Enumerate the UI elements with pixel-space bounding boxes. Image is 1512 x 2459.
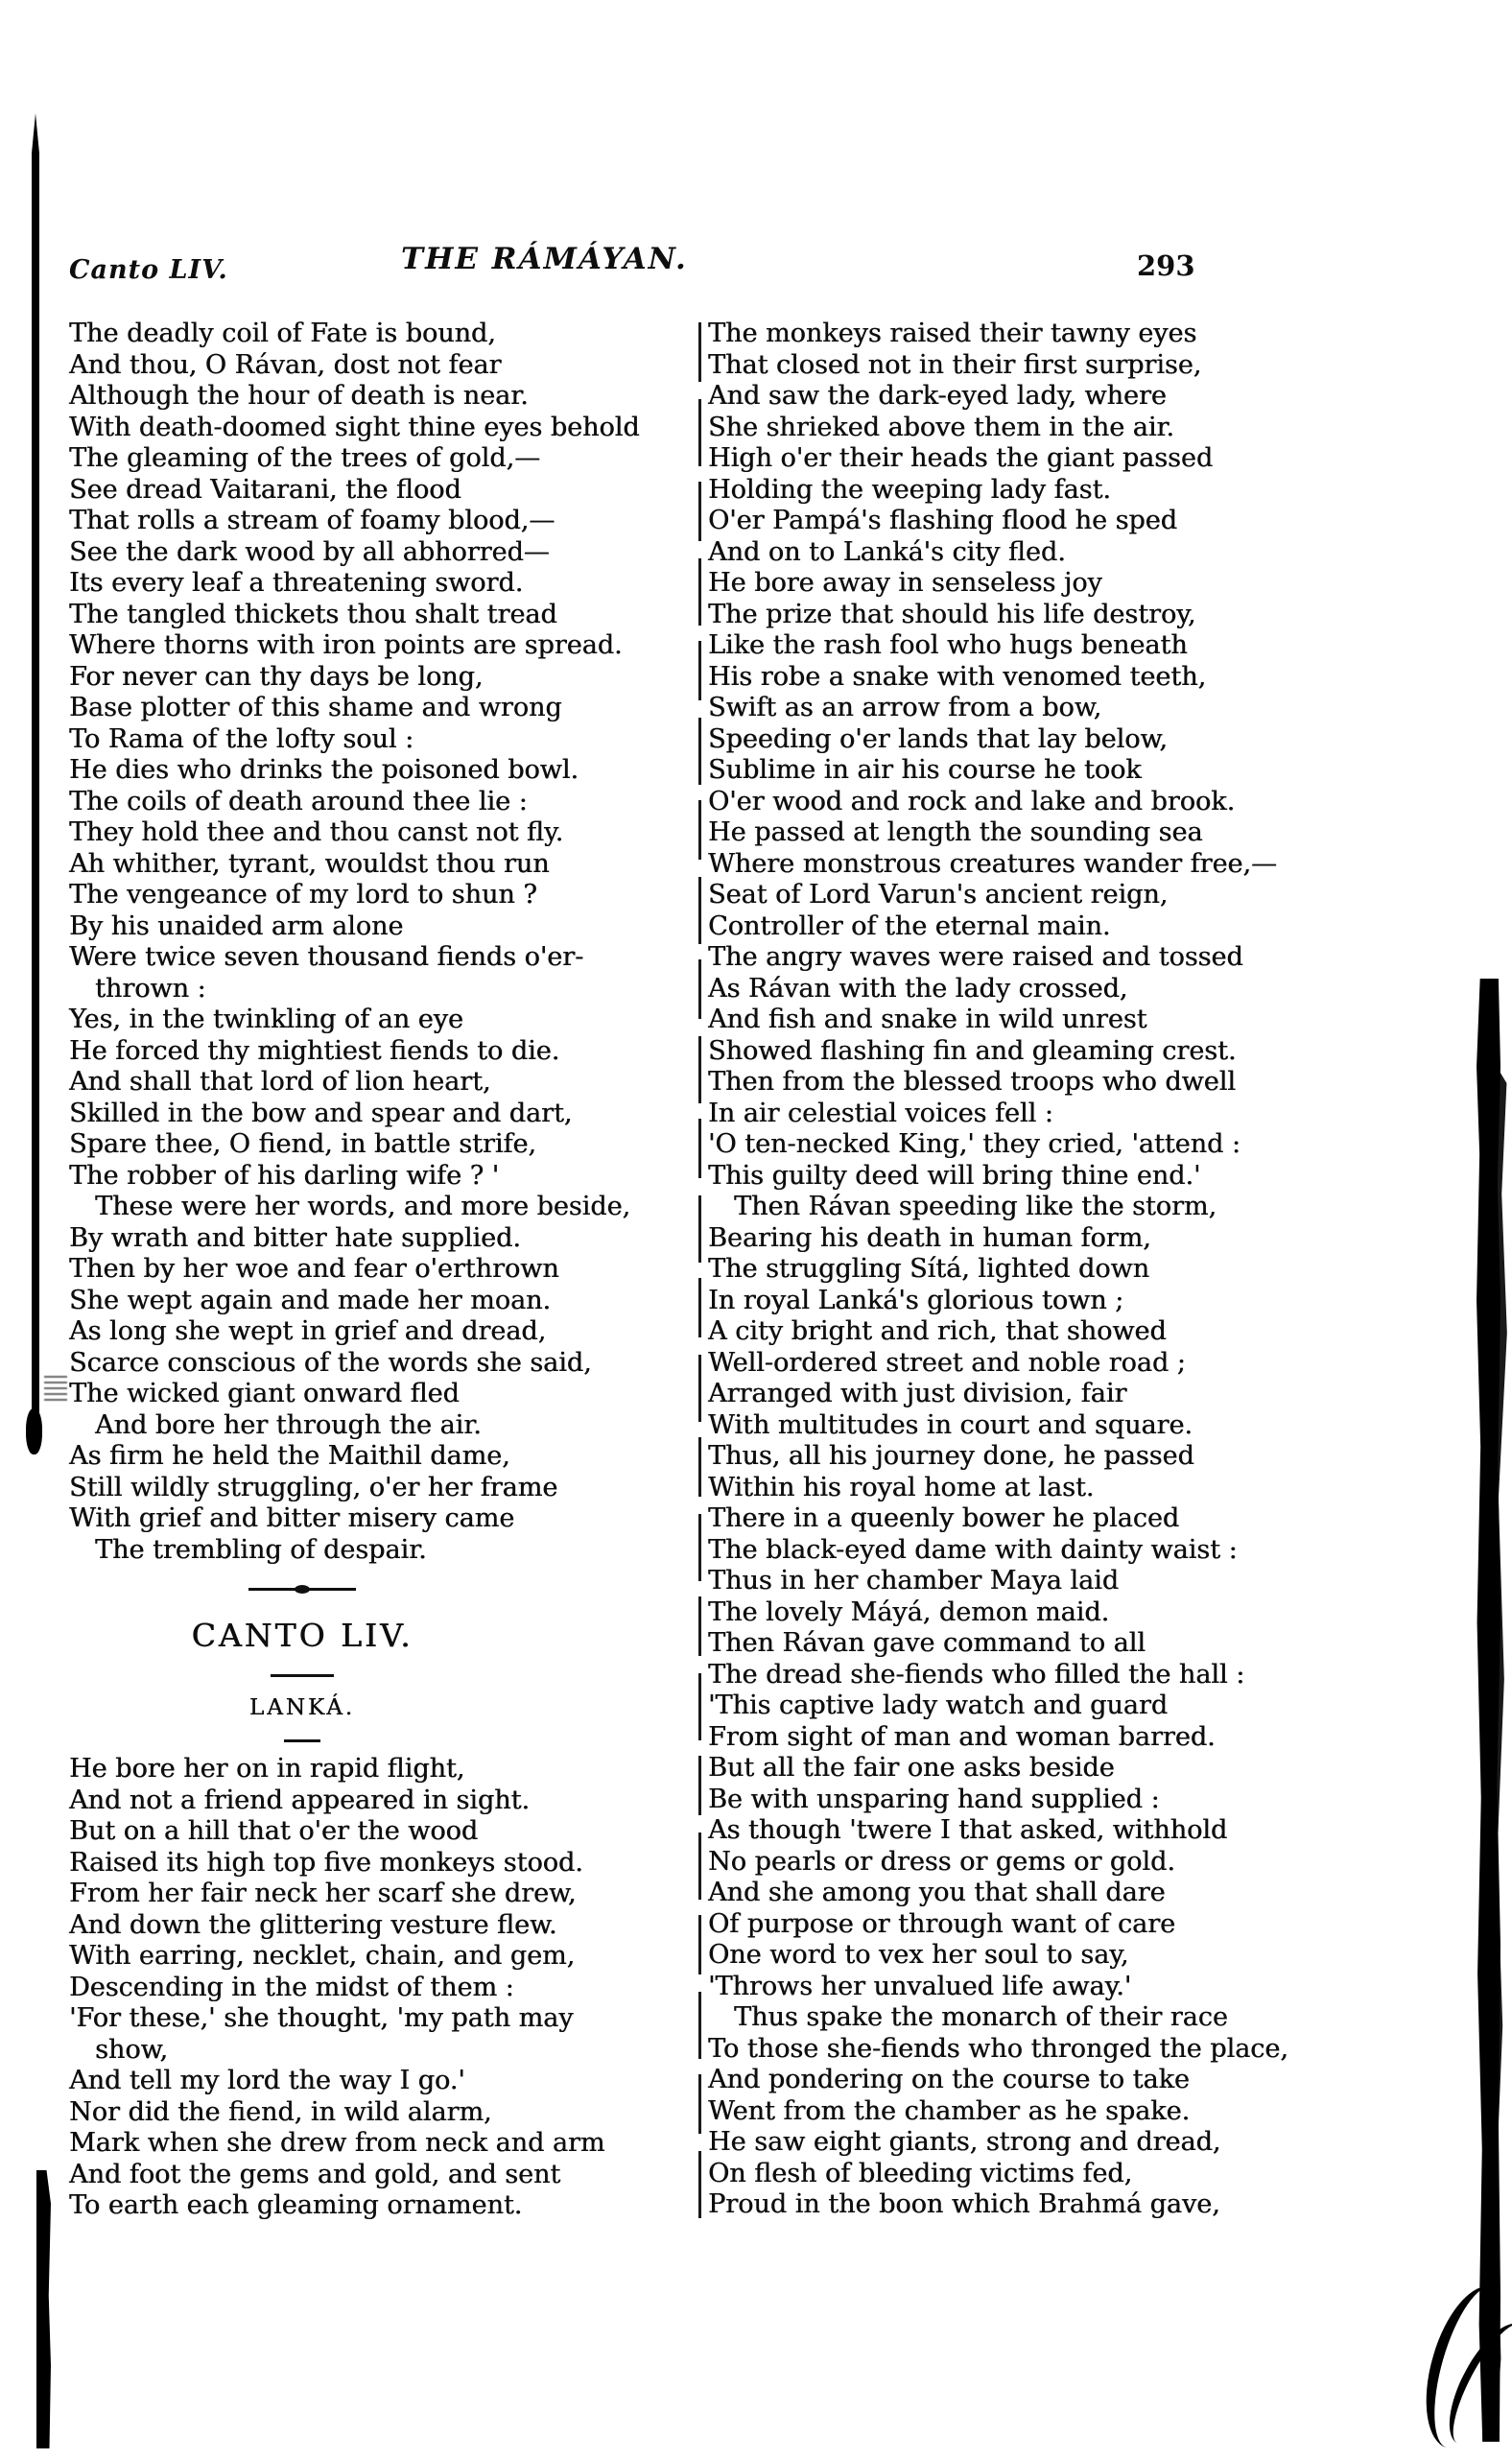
header-book-title: THE RÁMÁYAN.	[401, 242, 688, 276]
verse-line: The black-eyed dame with dainty waist :	[708, 1534, 1238, 1565]
verse-line: And she among you that shall dare	[708, 1878, 1166, 1907]
verse-line: And shall that lord of lion heart,	[69, 1067, 491, 1097]
verse-line: Then by her woe and fear o'erthrown	[69, 1254, 559, 1284]
verse-line: Bearing his death in human form,	[708, 1222, 1151, 1253]
verse-line: That rolls a stream of foamy blood,—	[69, 506, 555, 535]
verse-line: Raised its high top five monkeys stood.	[69, 1847, 583, 1878]
verse-line: The gleaming of the trees of gold,—	[69, 443, 541, 473]
canto-heading-group	[69, 1588, 535, 1742]
verse-line: See the dark wood by all abhorred—	[69, 536, 550, 567]
header-canto-label: Canto LIV.	[69, 255, 228, 285]
verse-line: The dread she-fiends who filled the hall :	[708, 1659, 1245, 1690]
canto-heading: CANTO LIV.	[191, 1617, 413, 1654]
verse-line: He dies who drinks the poisoned bowl.	[69, 755, 579, 785]
verse-line: And pondering on the course to take	[708, 2065, 1190, 2094]
verse-line: This guilty deed will bring thine end.'	[708, 1160, 1201, 1191]
verse-line: From sight of man and woman barred.	[708, 1721, 1216, 1752]
verse-line: But all the fair one asks beside	[708, 1753, 1115, 1783]
verse-line: He forced thy mightiest fiends to die.	[69, 1035, 560, 1066]
verse-line: Sublime in air his course he took	[708, 755, 1142, 785]
verse-line: Yes, in the twinkling of an eye	[69, 1005, 463, 1034]
verse-line: 'O ten-necked King,' they cried, 'attend :	[708, 1129, 1240, 1159]
verse-line: Holding the weeping lady fast.	[708, 474, 1111, 505]
verse-line: As firm he held the Maithil dame,	[69, 1441, 510, 1471]
left-column	[69, 319, 702, 2222]
verse-line: Then Rávan gave command to all	[708, 1628, 1146, 1658]
verse-line: The wicked giant onward fled	[69, 1379, 460, 1408]
verse-line: thrown :	[95, 973, 206, 1004]
verse-line: Its every leaf a threatening sword.	[69, 568, 524, 598]
verse-line: The monkeys raised their tawny eyes	[708, 319, 1197, 348]
section-divider-rule-small	[284, 1739, 320, 1742]
verse-block-canto-54-start	[69, 1754, 702, 2222]
verse-line: And foot the gems and gold, and sent	[69, 2159, 561, 2189]
verse-line: Base plotter of this shame and wrong	[69, 693, 562, 722]
verse-line: She wept again and made her moan.	[69, 1285, 552, 1315]
verse-line: There in a queenly bower he placed	[708, 1503, 1180, 1533]
verse-line: He bore her on in rapid flight,	[69, 1754, 465, 1784]
verse-line: In air celestial voices fell :	[708, 1098, 1053, 1128]
verse-line: As Rávan with the lady crossed,	[708, 973, 1128, 1004]
verse-line: Arranged with just division, fair	[708, 1379, 1127, 1408]
verse-line: Thus in her chamber Maya laid	[708, 1566, 1119, 1596]
verse-line: See dread Vaitarani, the flood	[69, 474, 461, 505]
verse-line: To earth each gleaming ornament.	[69, 2190, 523, 2220]
verse-line: Well-ordered street and noble road ;	[708, 1347, 1186, 1378]
verse-line: Controller of the eternal main.	[708, 910, 1111, 941]
verse-line: Speeding o'er lands that lay below,	[708, 723, 1168, 754]
right-column	[708, 319, 1288, 2221]
verse-line: The tangled thickets thou shalt tread	[69, 599, 557, 629]
verse-line: Within his royal home at last.	[708, 1472, 1095, 1502]
verse-line: The lovely Máyá, demon maid.	[708, 1596, 1110, 1627]
verse-line: With grief and bitter misery came	[69, 1503, 515, 1533]
verse-line: These were her words, and more beside,	[95, 1192, 631, 1221]
verse-line: As long she wept in grief and dread,	[69, 1316, 547, 1346]
section-divider-ornament	[248, 1588, 356, 1591]
verse-line: That closed not in their first surprise,	[708, 349, 1202, 380]
verse-line: The coils of death around thee lie :	[69, 786, 528, 816]
verse-line: Thus, all his journey done, he passed	[708, 1441, 1194, 1471]
verse-line: Seat of Lord Varun's ancient reign,	[708, 880, 1169, 910]
verse-line: No pearls or dress or gems or gold.	[708, 1846, 1175, 1877]
verse-line: Then Rávan speeding like the storm,	[734, 1192, 1217, 1221]
verse-line: Proud in the boon which Brahmá gave,	[708, 2189, 1220, 2219]
canto-subheading: LANKÁ.	[248, 1694, 356, 1720]
verse-line: The prize that should his life destroy,	[708, 599, 1196, 629]
verse-line: By his unaided arm alone	[69, 910, 404, 941]
verse-line: They hold thee and thou canst not fly.	[69, 817, 564, 847]
verse-line: And on to Lanká's city fled.	[708, 536, 1066, 567]
verse-line: Spare thee, O fiend, in battle strife,	[69, 1129, 536, 1159]
verse-line: And fish and snake in wild unrest	[708, 1005, 1147, 1034]
verse-line: Mark when she drew from neck and arm	[69, 2128, 605, 2158]
verse-line: With death-doomed sight thine eyes behold	[69, 412, 640, 442]
verse-line: Scarce conscious of the words she said,	[69, 1347, 592, 1378]
verse-line: On flesh of bleeding victims fed,	[708, 2158, 1133, 2188]
scan-artifact-bottom-left-bar	[36, 2170, 51, 2448]
verse-line: She shrieked above them in the air.	[708, 412, 1174, 442]
verse-line: With earring, necklet, chain, and gem,	[69, 1941, 576, 1971]
verse-line: His robe a snake with venomed teeth,	[708, 661, 1207, 692]
verse-line: Nor did the fiend, in wild alarm,	[69, 2096, 492, 2127]
verse-line: For never can thy days be long,	[69, 661, 484, 692]
verse-line: By wrath and bitter hate supplied.	[69, 1222, 521, 1253]
section-divider-rule	[271, 1674, 334, 1677]
verse-line: As though 'twere I that asked, withhold	[708, 1815, 1228, 1845]
verse-line: Still wildly struggling, o'er her frame	[69, 1472, 558, 1502]
verse-line: He passed at length the sounding sea	[708, 817, 1203, 847]
verse-line: In royal Lanká's glorious town ;	[708, 1285, 1124, 1315]
verse-line: High o'er their heads the giant passed	[708, 443, 1214, 473]
scan-artifact-margin-smudge	[44, 1372, 67, 1401]
verse-line: Like the rash fool who hugs beneath	[708, 630, 1188, 660]
verse-line: And not a friend appeared in sight.	[69, 1785, 530, 1815]
verse-line: O'er wood and rock and lake and brook.	[708, 786, 1236, 816]
verse-line: But on a hill that o'er the wood	[69, 1816, 479, 1846]
verse-line: O'er Pampá's flashing flood he sped	[708, 506, 1177, 535]
verse-line: He bore away in senseless joy	[708, 568, 1102, 598]
verse-line: 'Throws her unvalued life away.'	[708, 1971, 1132, 2001]
verse-block-canto-53-end	[69, 319, 702, 1566]
verse-line: 'This captive lady watch and guard	[708, 1691, 1169, 1720]
scan-artifact-left-gutter-blob	[26, 1408, 42, 1454]
verse-line: The angry waves were raised and tossed	[708, 942, 1243, 972]
verse-line: The struggling Sítá, lighted down	[708, 1254, 1149, 1284]
verse-line: Although the hour of death is near.	[69, 381, 529, 411]
verse-line: To Rama of the lofty soul :	[69, 723, 414, 754]
verse-line: And saw the dark-eyed lady, where	[708, 381, 1167, 411]
verse-line: The deadly coil of Fate is bound,	[69, 319, 496, 348]
verse-line: Where thorns with iron points are spread.	[69, 630, 623, 660]
verse-line: And down the glittering vesture flew.	[69, 1909, 557, 1940]
verse-line: He saw eight giants, strong and dread,	[708, 2127, 1221, 2157]
verse-line: And bore her through the air.	[95, 1409, 482, 1440]
verse-line: Skilled in the bow and spear and dart,	[69, 1098, 573, 1128]
header-page-number: 293	[1137, 249, 1195, 282]
verse-line: Thus spake the monarch of their race	[734, 2002, 1228, 2032]
verse-line: To those she-fiends who thronged the place,	[708, 2033, 1288, 2064]
verse-line: show,	[95, 2034, 168, 2065]
verse-line: Descending in the midst of them :	[69, 1972, 514, 2002]
verse-line: Swift as an arrow from a bow,	[708, 693, 1102, 722]
verse-line: Showed flashing fin and gleaming crest.	[708, 1035, 1237, 1066]
verse-line: Be with unsparing hand supplied :	[708, 1784, 1160, 1814]
verse-line: Then from the blessed troops who dwell	[708, 1067, 1236, 1097]
verse-line: Went from the chamber as he spake.	[708, 2095, 1191, 2126]
verse-line: Ah whither, tyrant, wouldst thou run	[69, 848, 550, 879]
verse-line: The trembling of despair.	[95, 1534, 427, 1565]
verse-line: From her fair neck her scarf she drew,	[69, 1879, 577, 1908]
verse-line: And thou, O Rávan, dost not fear	[69, 349, 502, 380]
verse-line: A city bright and rich, that showed	[708, 1316, 1167, 1346]
verse-line: One word to vex her soul to say,	[708, 1940, 1129, 1970]
scan-artifact-left-gutter-line	[32, 113, 39, 1447]
verse-block-right	[708, 319, 1288, 2221]
verse-line: The robber of his darling wife ? '	[69, 1160, 500, 1191]
verse-line: Where monstrous creatures wander free,—	[708, 848, 1277, 879]
verse-line: And tell my lord the way I go.'	[69, 2066, 465, 2095]
verse-line: The vengeance of my lord to shun ?	[69, 880, 537, 910]
verse-line: With multitudes in court and square.	[708, 1409, 1193, 1440]
verse-line: Of purpose or through want of care	[708, 1908, 1176, 1939]
verse-line: Were twice seven thousand fiends o'er-	[69, 942, 584, 972]
verse-line: 'For these,' she thought, 'my path may	[69, 2003, 574, 2033]
